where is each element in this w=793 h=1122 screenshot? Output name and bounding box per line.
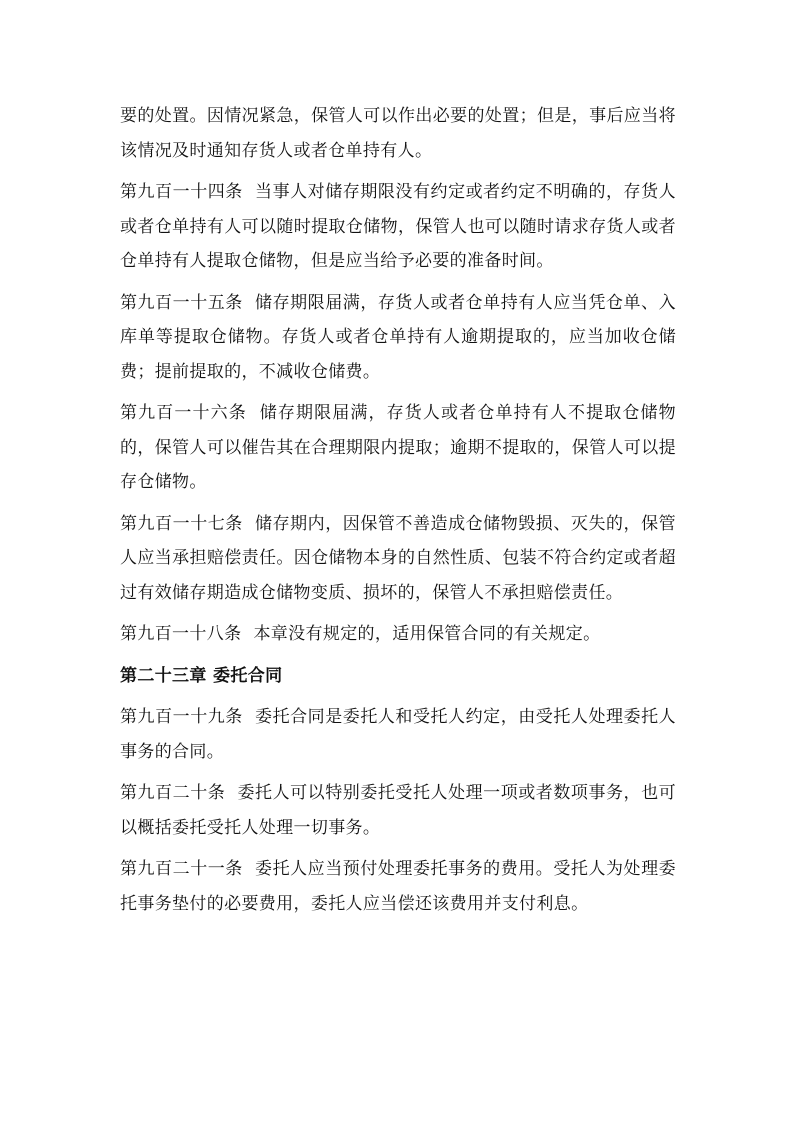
article-text: 当事人对储存期限没有约定或者约定不明确的，存货人或者仓单持有人可以随时提取仓储物，保管人也可以随时请求存货人或者仓单持有人提取仓储物，但是应当给予必要的准备时间。 bbox=[120, 182, 676, 271]
article-number: 第九百一十九条 bbox=[120, 707, 243, 727]
article-text: 委托合同是委托人和受托人约定，由受托人处理委托人事务的合同。 bbox=[120, 707, 676, 762]
article-number: 第九百一十四条 bbox=[120, 182, 243, 202]
paragraph-continuation bbox=[120, 99, 676, 168]
article-914 bbox=[120, 175, 676, 279]
article-919 bbox=[120, 700, 676, 769]
article-number: 第九百一十五条 bbox=[120, 292, 243, 313]
article-text: 委托人可以特别委托受托人处理一项或者数项事务，也可以概括委托受托人处理一切事务。 bbox=[120, 783, 676, 838]
article-text: 储存期限届满，存货人或者仓单持有人不提取仓储物的，保管人可以催告其在合理期限内提取；逾期不提取的，保管人可以提存仓储物。 bbox=[120, 403, 676, 492]
article-text: 本章没有规定的，适用保管合同的有关规定。 bbox=[253, 624, 601, 644]
paragraph-text: 要的处置。因情况紧急，保管人可以作出必要的处置；但是，事后应当将该情况及时通知存货人或者仓单持有人。 bbox=[120, 106, 676, 161]
article-number: 第九百一十七条 bbox=[120, 513, 243, 534]
document-page bbox=[120, 99, 676, 928]
chapter-heading: 第二十三章 委托合同 bbox=[120, 665, 283, 686]
article-921 bbox=[120, 852, 676, 921]
article-920 bbox=[120, 776, 676, 845]
article-917 bbox=[120, 507, 676, 611]
article-918 bbox=[120, 617, 676, 652]
article-number: 第九百二十条 bbox=[120, 783, 226, 803]
article-915 bbox=[120, 286, 676, 390]
article-text: 委托人应当预付处理委托事务的费用。受托人为处理委托事务垫付的必要费用，委托人应当偿还该费用并支付利息。 bbox=[120, 859, 676, 914]
article-number: 第九百一十八条 bbox=[120, 624, 242, 644]
article-number: 第九百二十一条 bbox=[120, 859, 243, 879]
article-916 bbox=[120, 396, 676, 500]
article-text: 储存期限届满，存货人或者仓单持有人应当凭仓单、入库单等提取仓储物。存货人或者仓单持有人逾期提取的，应当加收仓储费；提前提取的，不减收仓储费。 bbox=[120, 292, 676, 382]
article-number: 第九百一十六条 bbox=[120, 403, 247, 423]
article-text: 储存期内，因保管不善造成仓储物毁损、灭失的，保管人应当承担赔偿责任。因仓储物本身的自然性质、包装不符合约定或者超过有效储存期造成仓储物变质、损坏的，保管人不承担赔偿责任。 bbox=[120, 513, 676, 603]
